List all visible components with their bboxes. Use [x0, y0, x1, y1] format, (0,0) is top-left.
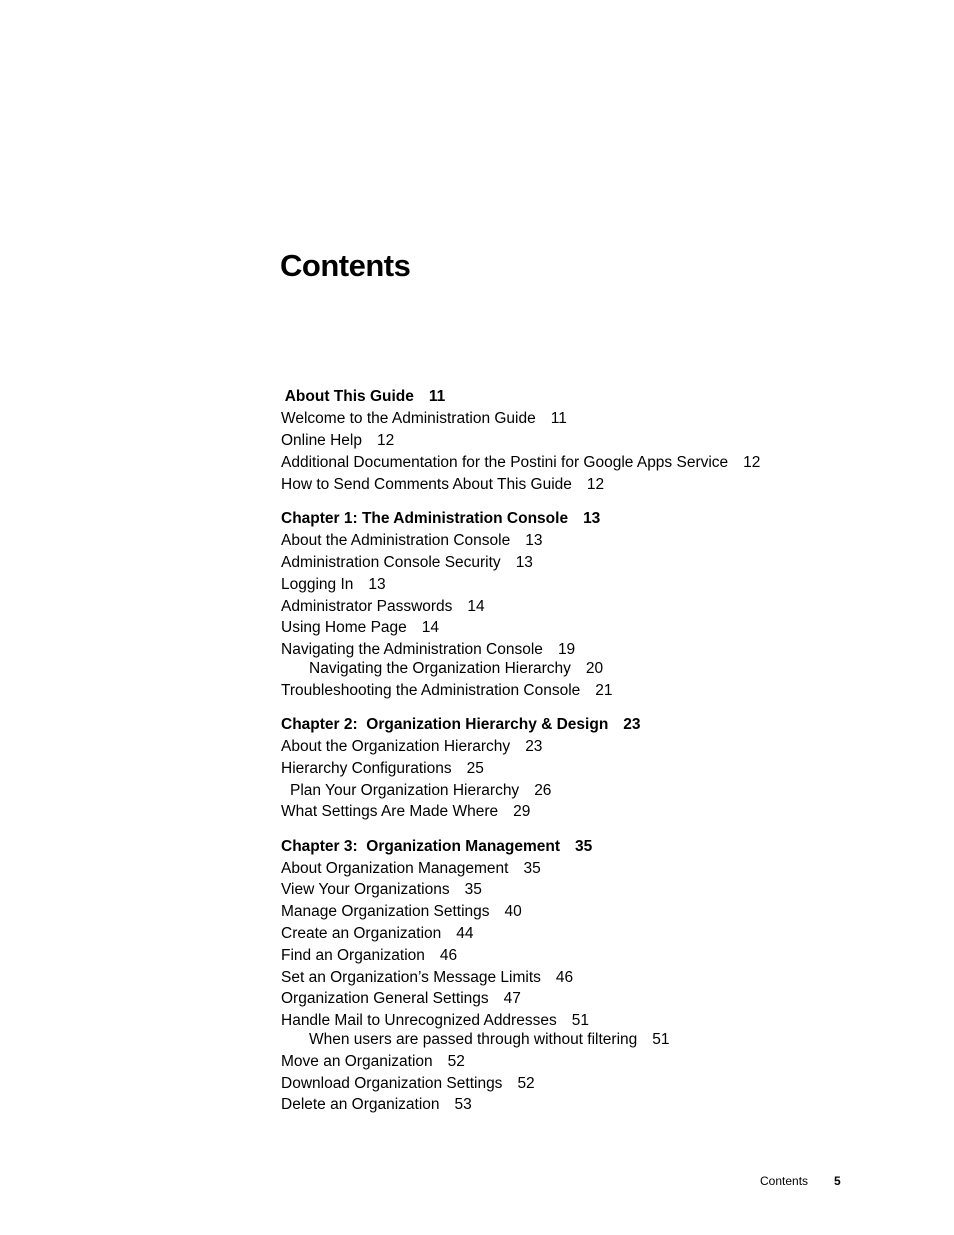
toc-entry-title: Administrator Passwords — [281, 598, 453, 615]
toc-entry[interactable] — [281, 902, 522, 922]
toc-entry-page: 51 — [571, 1012, 589, 1029]
toc-entry[interactable] — [281, 924, 474, 944]
toc-entry-page: 13 — [515, 554, 533, 571]
toc-entry-page: 23 — [525, 738, 543, 755]
toc-entry-page: 11 — [428, 388, 446, 405]
toc-entry-title: Create an Organization — [281, 925, 442, 942]
toc-entry-title: Organization General Settings — [281, 990, 489, 1007]
toc-entry[interactable] — [281, 759, 484, 779]
page-title: Contents — [280, 248, 411, 283]
toc-entry[interactable] — [281, 553, 533, 573]
toc-entry[interactable] — [281, 968, 573, 988]
toc-entry-page: 46 — [555, 969, 574, 986]
toc-entry-title: Move an Organization — [281, 1053, 433, 1070]
toc-entry-page: 51 — [652, 1031, 670, 1048]
toc-entry-page: 47 — [503, 990, 521, 1007]
toc-entry-title: Troubleshooting the Administration Console — [281, 682, 581, 699]
toc-entry[interactable] — [281, 618, 439, 638]
toc-entry-page: 23 — [623, 716, 641, 733]
toc-entry-page: 35 — [523, 860, 541, 877]
toc-entry-title: Hierarchy Configurations — [281, 760, 452, 777]
toc-entry[interactable] — [281, 681, 613, 701]
toc-entry-title: Manage Organization Settings — [281, 903, 490, 920]
toc-entry-title: Plan Your Organization Hierarchy — [290, 782, 520, 799]
toc-entry-title: Additional Documentation for the Postini for Google Apps Service — [281, 454, 729, 471]
toc-entry-page: 46 — [439, 947, 458, 964]
toc-entry[interactable] — [281, 597, 485, 617]
toc-chapter-entry[interactable] — [281, 509, 600, 529]
toc-entry[interactable] — [281, 1095, 472, 1115]
toc-entry[interactable] — [281, 1052, 465, 1072]
toc-entry-page: 14 — [467, 598, 485, 615]
toc-entry-title: Download Organization Settings — [281, 1075, 503, 1092]
toc-entry-page: 44 — [456, 925, 474, 942]
toc-entry[interactable] — [309, 1030, 670, 1050]
toc-entry-title: Delete an Organization — [281, 1096, 440, 1113]
toc-entry[interactable] — [281, 989, 521, 1009]
toc-entry-title: About This Guide — [281, 388, 414, 405]
toc-entry[interactable] — [281, 880, 482, 900]
toc-entry-title: Chapter 2: Organization Hierarchy & Design — [281, 716, 609, 733]
toc-entry[interactable] — [281, 409, 567, 429]
toc-entry-title: Chapter 3: Organization Management — [281, 838, 561, 855]
toc-entry-page: 52 — [447, 1053, 465, 1070]
toc-entry-page: 35 — [575, 838, 593, 855]
toc-entry-title: Navigating the Organization Hierarchy — [309, 660, 571, 677]
toc-entry-title: What Settings Are Made Where — [281, 803, 499, 820]
toc-entry-page: 26 — [534, 782, 552, 799]
toc-entry[interactable] — [281, 640, 575, 660]
toc-entry-title: Using Home Page — [281, 619, 407, 636]
toc-entry[interactable] — [281, 453, 760, 473]
toc-entry[interactable] — [281, 1011, 589, 1031]
toc-chapter-entry[interactable] — [281, 715, 641, 735]
toc-entry-title: About the Administration Console — [281, 532, 511, 549]
toc-entry[interactable] — [281, 802, 530, 822]
toc-entry-title: Set an Organization’s Message Limits — [281, 969, 541, 986]
toc-entry-page: 13 — [525, 532, 543, 549]
toc-entry-page: 14 — [421, 619, 440, 636]
toc-entry[interactable] — [281, 575, 386, 595]
toc-entry[interactable] — [281, 859, 541, 879]
toc-entry[interactable] — [281, 531, 542, 551]
toc-entry-title: Navigating the Administration Console — [281, 641, 543, 658]
toc-entry-title: View Your Organizations — [281, 881, 450, 898]
toc-entry-page: 40 — [504, 903, 522, 920]
toc-entry-page: 25 — [466, 760, 484, 777]
toc-entry-page: 29 — [513, 803, 531, 820]
footer-page-number: 5 — [834, 1174, 841, 1188]
toc-chapter-entry[interactable] — [281, 837, 592, 857]
toc-entry[interactable] — [290, 781, 551, 801]
toc-entry[interactable] — [281, 431, 394, 451]
toc-chapter-entry[interactable] — [281, 387, 445, 407]
toc-entry-title: Logging In — [281, 576, 354, 593]
toc-entry-page: 20 — [585, 660, 604, 677]
toc-entry-title: Chapter 1: The Administration Console — [281, 510, 569, 527]
toc-entry-title: When users are passed through without filtering — [309, 1031, 638, 1048]
toc-entry-page: 53 — [454, 1096, 472, 1113]
toc-entry-title: Welcome to the Administration Guide — [281, 410, 536, 427]
toc-entry-page: 52 — [517, 1075, 535, 1092]
toc-entry-page: 11 — [550, 410, 567, 427]
toc-entry[interactable] — [281, 737, 542, 757]
toc-entry-title: Handle Mail to Unrecognized Addresses — [281, 1012, 557, 1029]
toc-entry[interactable] — [309, 659, 603, 679]
toc-entry-page: 35 — [464, 881, 482, 898]
toc-entry[interactable] — [281, 475, 604, 495]
toc-entry-page: 12 — [586, 476, 605, 493]
toc-entry-page: 12 — [377, 432, 395, 449]
toc-entry-title: About Organization Management — [281, 860, 509, 877]
toc-entry-title: How to Send Comments About This Guide — [281, 476, 572, 493]
toc-entry-title: About the Organization Hierarchy — [281, 738, 511, 755]
footer-section-label: Contents — [760, 1174, 809, 1188]
toc-entry-title: Find an Organization — [281, 947, 425, 964]
toc-entry-page: 12 — [743, 454, 761, 471]
toc-entry-page: 21 — [595, 682, 613, 699]
toc-entry[interactable] — [281, 946, 457, 966]
toc-entry[interactable] — [281, 1074, 535, 1094]
toc-entry-title: Administration Console Security — [281, 554, 501, 571]
toc-entry-page: 13 — [368, 576, 386, 593]
toc-entry-title: Online Help — [281, 432, 362, 449]
toc-entry-page: 19 — [557, 641, 576, 658]
toc-entry-page: 13 — [583, 510, 601, 527]
